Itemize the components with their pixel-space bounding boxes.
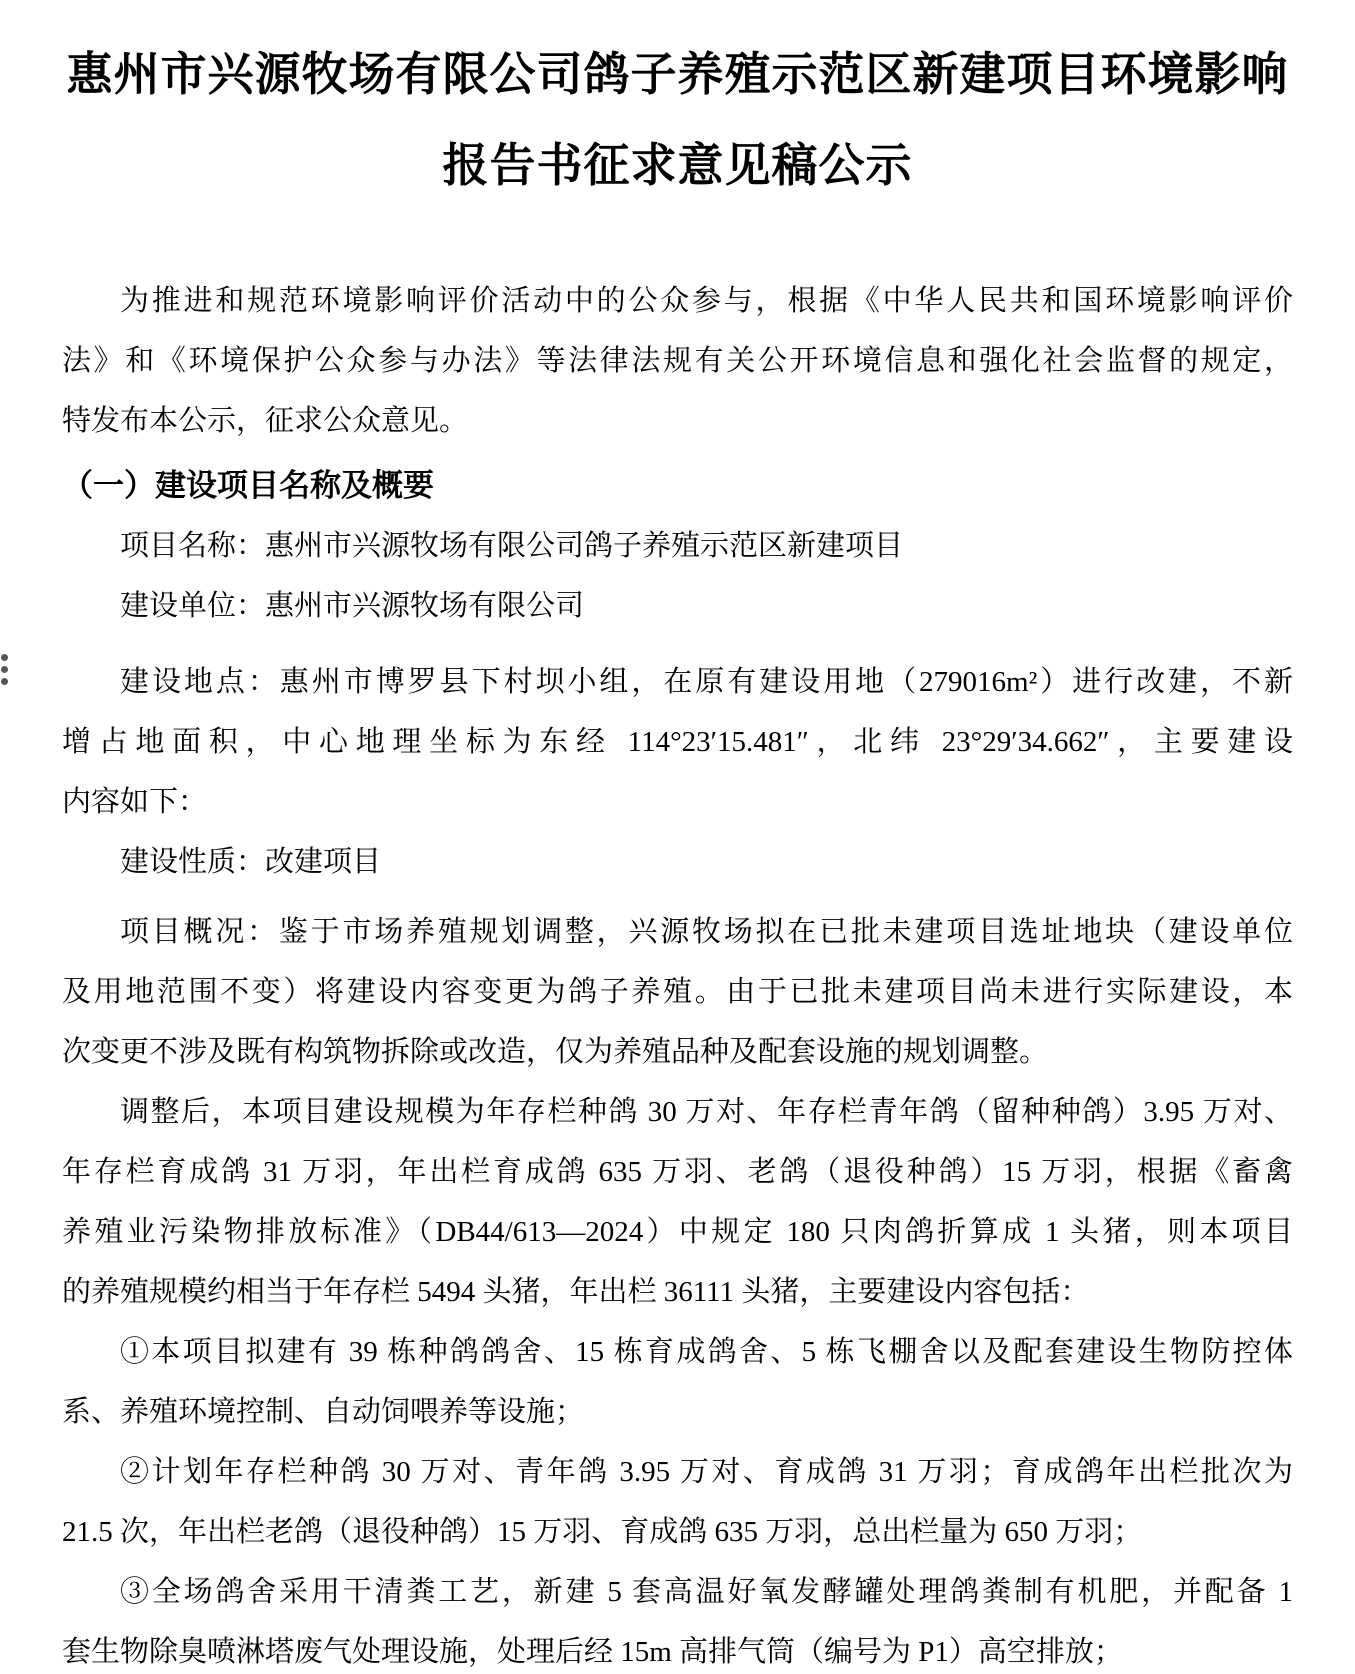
text-line: 项目名称：惠州市兴源牧场有限公司鸽子养殖示范区新建项目 (120, 530, 904, 562)
vertical-ellipsis-marker (1, 654, 9, 690)
paragraph (62, 1082, 1293, 1322)
document-body (0, 271, 1355, 1674)
text-line: 次变更不涉及既有构筑物拆除或改造，仅为养殖品种及配套设施的规划调整。 (62, 1036, 1049, 1068)
text-line: 及用地范围不变）将建设内容变更为鸽子养殖。由于已批未建项目尚未进行实际建设，本 (62, 976, 1293, 1008)
text-line: 项目概况：鉴于市场养殖规划调整，兴源牧场拟在已批未建项目选址地块（建设单位 (120, 916, 1293, 948)
text-line: 年存栏育成鸽 31 万羽，年出栏育成鸽 635 万羽、老鸽（退役种鸽）15 万羽，根据《畜禽 (62, 1156, 1293, 1188)
text-line: 的养殖规模约相当于年存栏 5494 头猪，年出栏 36111 头猪，主要建设内容包括： (62, 1276, 1090, 1308)
paragraph (62, 902, 1293, 1082)
text-line: 为推进和规范环境影响评价活动中的公众参与，根据《中华人民共和国环境影响评价 (120, 285, 1293, 317)
dot-icon (1, 666, 8, 673)
document-title-line-1: 惠州市兴源牧场有限公司鸽子养殖示范区新建项目环境影响 (66, 48, 1289, 100)
dot-icon (1, 678, 8, 685)
text-line: 增占地面积，中心地理坐标为东经 114°23′15.481″，北纬 23°29′34.662″，主要建设 (62, 726, 1293, 758)
paragraph (62, 1442, 1293, 1562)
text-line: 调整后，本项目建设规模为年存栏种鸽 30 万对、年存栏青年鸽（留种种鸽）3.95 万对、 (120, 1096, 1293, 1128)
document-title (0, 0, 1355, 211)
text-line: 21.5 次，年出栏老鸽（退役种鸽）15 万羽、育成鸽 635 万羽，总出栏量为 650 万羽； (62, 1516, 1143, 1548)
paragraph (62, 516, 1293, 576)
text-line: 套生物除臭喷淋塔废气处理设施，处理后经 15m 高排气筒（编号为 P1）高空排放； (62, 1636, 1123, 1668)
text-line: 内容如下： (62, 786, 208, 818)
text-line: 建设单位：惠州市兴源牧场有限公司 (120, 590, 585, 622)
paragraph (62, 652, 1293, 832)
section-heading: （一）建设项目名称及概要 (62, 468, 434, 503)
text-line: ②计划年存栏种鸽 30 万对、青年鸽 3.95 万对、育成鸽 31 万羽；育成鸽年出栏批次为 (120, 1456, 1293, 1488)
paragraph (62, 832, 1293, 892)
paragraph (62, 1562, 1293, 1674)
text-line: ①本项目拟建有 39 栋种鸽鸽舍、15 栋育成鸽舍、5 栋飞棚舍以及配套建设生物防控体 (120, 1336, 1293, 1368)
text-line: 建设性质：改建项目 (120, 846, 382, 878)
text-line: 法》和《环境保护公众参与办法》等法律法规有关公开环境信息和强化社会监督的规定， (62, 345, 1293, 377)
paragraph (62, 271, 1293, 451)
paragraph (62, 1322, 1293, 1442)
text-line: 养殖业污染物排放标准》（DB44/613—2024）中规定 180 只肉鸽折算成 1 头猪，则本项目 (62, 1216, 1293, 1248)
text-line: ③全场鸽舍采用干清粪工艺，新建 5 套高温好氧发酵罐处理鸽粪制有机肥，并配备 1 (120, 1576, 1293, 1608)
document-title-line-2: 报告书征求意见稿公示 (442, 139, 913, 191)
text-line: 系、养殖环境控制、自动饲喂养等设施； (62, 1396, 585, 1428)
text-line: 特发布本公示，征求公众意见。 (62, 405, 469, 437)
paragraph (62, 576, 1293, 636)
text-line: 建设地点：惠州市博罗县下村坝小组，在原有建设用地（279016m²）进行改建，不新 (120, 666, 1293, 698)
dot-icon (1, 654, 8, 661)
